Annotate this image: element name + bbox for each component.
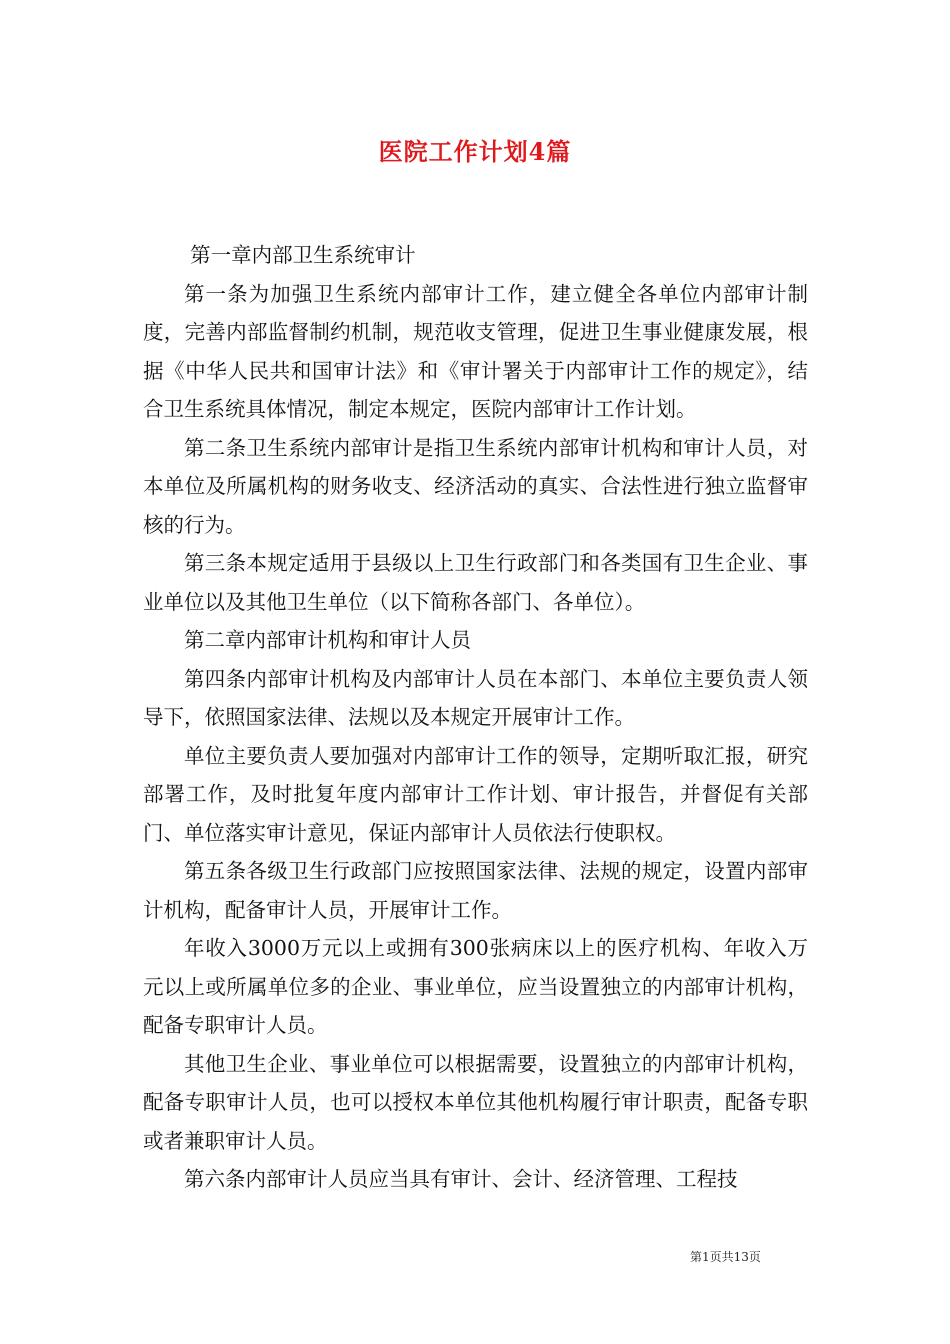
article-paragraph: 单位主要负责人要加强对内部审计工作的领导，定期听取汇报，研究部署工作，及时批复年度内部审计工作计划、审计报告，并督促有关部门、单位落实审计意见，保证内部审计人员依法行使职权。 xyxy=(143,743,808,845)
page-number-footer: 第1页共13页 xyxy=(690,1250,761,1264)
article-paragraph: 第三条本规定适用于县级以上卫生行政部门和各类国有卫生企业、事业单位以及其他卫生单位（以下简称各部门、各单位）。 xyxy=(143,551,808,614)
chapter-heading-1: 第一章内部卫生系统审计 xyxy=(190,243,416,267)
article-paragraph: 第二条卫生系统内部审计是指卫生系统内部审计机构和审计人员，对本单位及所属机构的财务收支、经济活动的真实、合法性进行独立监督审核的行为。 xyxy=(143,435,808,537)
chapter-heading-2: 第二章内部审计机构和审计人员 xyxy=(184,628,471,652)
article-paragraph: 第五条各级卫生行政部门应按照国家法律、法规的规定，设置内部审计机构，配备审计人员，开展审计工作。 xyxy=(143,859,808,922)
document-title: 医院工作计划4篇 xyxy=(378,137,572,166)
article-paragraph: 第一条为加强卫生系统内部审计工作，建立健全各单位内部审计制度，完善内部监督制约机制，规范收支管理，促进卫生事业健康发展，根据《中华人民共和国审计法》和《审计署关于内部审计工作的规定》，结合卫生系统具体情况，制定本规定，医院内部审计工作计划。 xyxy=(143,281,808,421)
article-paragraph: 年收入3000万元以上或拥有300张病床以上的医疗机构、年收入万元以上或所属单位多的企业、事业单位，应当设置独立的内部审计机构，配备专职审计人员。 xyxy=(143,936,808,1037)
document-body xyxy=(143,236,808,1199)
article-paragraph: 第四条内部审计机构及内部审计人员在本部门、本单位主要负责人领导下，依照国家法律、法规以及本规定开展审计工作。 xyxy=(143,666,808,729)
article-paragraph: 第六条内部审计人员应当具有审计、会计、经济管理、工程技 xyxy=(184,1167,738,1191)
article-paragraph: 其他卫生企业、事业单位可以根据需要，设置独立的内部审计机构，配备专职审计人员，也可以授权本单位其他机构履行审计职责，配备专职或者兼职审计人员。 xyxy=(143,1051,808,1153)
